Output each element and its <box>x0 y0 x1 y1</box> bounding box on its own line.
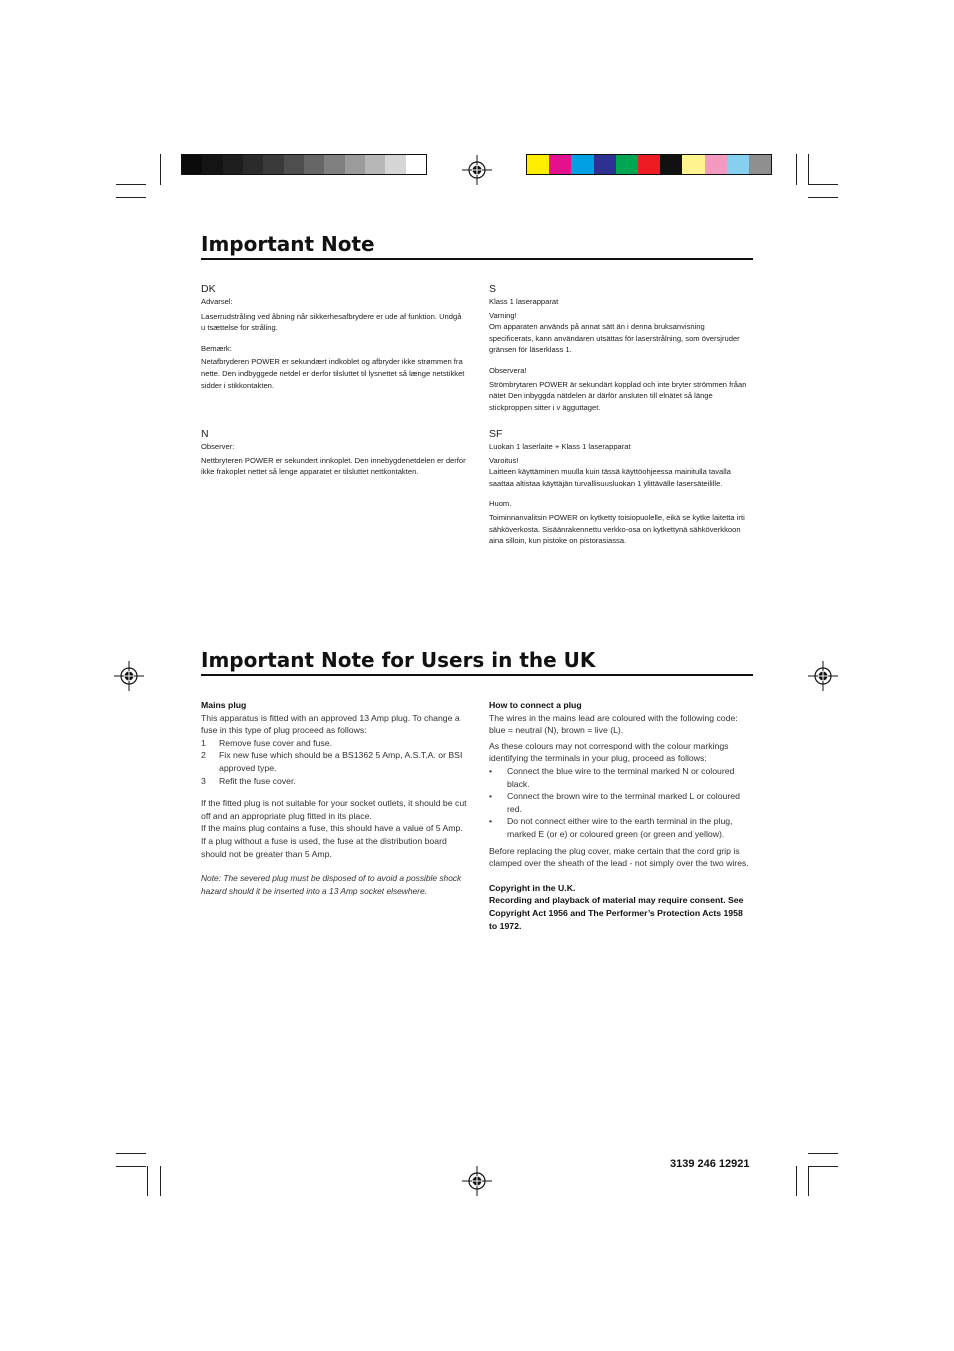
label: Advarsel: <box>201 297 233 306</box>
gray-swatch <box>365 155 385 174</box>
color-swatch <box>571 155 593 174</box>
step-text: Fix new fuse which should be a BS1362 5 Amp, A.S.T.A. or BSI approved type. <box>219 750 463 773</box>
registration-mark-icon <box>808 661 838 691</box>
label: Huom. <box>489 499 512 509</box>
color-swatch <box>660 155 682 174</box>
gray-swatch <box>345 155 365 174</box>
mains-plug-column <box>201 699 467 897</box>
color-bar <box>526 154 772 175</box>
list-item <box>489 790 753 815</box>
label: Varning! <box>489 310 517 320</box>
registration-mark-icon <box>114 661 144 691</box>
wiring-list <box>489 765 753 841</box>
paragraph: Nettbryteren POWER er sekundert innkoplet. Den innebygdenetdelen er derfor ikke frakoplet nettet så lenge apparatet er tilsluttet nettkontakten. <box>201 455 466 477</box>
paragraph: Netafbryderen POWER er sekundært indkoblet og afbryder ikke strømmen fra nette. Den indbyggede netdel er derfor tilsluttet til lysnettet så længe netstikket sidder i stikkontakten. <box>201 357 465 390</box>
label: Klass 1 laserapparat <box>489 297 559 306</box>
note-sf <box>489 428 751 547</box>
crop-mark <box>116 1166 146 1167</box>
crop-mark <box>808 1166 809 1196</box>
gray-swatch <box>182 155 202 174</box>
copyright-text: Recording and playback of material may require consent. See Copyright Act 1956 and The Performer’s Protection Acts 1958 to 1972. <box>489 895 744 931</box>
connect-plug-column <box>489 699 753 932</box>
note-text: Note: The severed plug must be disposed of to avoid a possible shock hazard should it be inserted into a 13 Amp socket elsewhere. <box>201 873 462 896</box>
step-number: 1 <box>201 737 206 748</box>
section-title-uk-note: Important Note for Users in the UK <box>201 648 753 676</box>
crop-mark <box>116 1153 146 1154</box>
registration-mark-icon <box>462 1166 492 1196</box>
crop-mark <box>808 1166 838 1167</box>
paragraph: The wires in the mains lead are coloured with the following code: blue = neutral (N), brown = live (L). <box>489 712 738 736</box>
part-number: 3139 246 12921 <box>670 1158 750 1170</box>
label: Varoitus! <box>489 455 519 465</box>
paragraph: Laserrudstråling ved åbning når sikkerhesafbrydere er ude af funktion. Undgå u tsættelse for stråling. <box>201 311 462 333</box>
color-swatch <box>638 155 660 174</box>
paragraph: As these colours may not correspond with the colour markings identifying the terminals in your plug, proceed as follows: <box>489 740 729 764</box>
gray-swatch <box>223 155 243 174</box>
paragraph: If the fitted plug is not suitable for your socket outlets, it should be cut off and an appropriate plug fitted in its place. <box>201 798 467 821</box>
gray-swatch <box>243 155 263 174</box>
step-text: Remove fuse cover and fuse. <box>219 737 332 748</box>
paragraph: Om apparaten används på annat sätt än i denna bruksanvisning specificerats, kann användaren utsättas för laserstrålning, som översjruder gränsen för läserklass 1. <box>489 322 740 355</box>
mains-plug-heading: Mains plug <box>201 700 247 710</box>
paragraph: Laitteen käyttäminen muulla kuin tässä käyttöohjeessa mainitulla tavalla saattaa altistaa käyttäjän turvallisuusluokan 1 ylittävälle lasersäteilille. <box>489 467 731 488</box>
crop-mark <box>808 154 809 185</box>
label: Luokan 1 laserlaite + Klass 1 laserapparat <box>489 442 631 451</box>
gray-swatch <box>284 155 304 174</box>
crop-mark <box>808 184 838 185</box>
label: Observer: <box>201 442 235 451</box>
step-number: 3 <box>201 775 206 786</box>
color-swatch <box>727 155 749 174</box>
crop-mark <box>808 1153 838 1154</box>
crop-mark <box>116 197 146 198</box>
section-title-important-note: Important Note <box>201 232 753 260</box>
list-item <box>201 749 467 774</box>
language-code: N <box>201 428 209 440</box>
bullet: • <box>489 816 493 827</box>
bullet-text: Connect the blue wire to the terminal marked N or coloured black. <box>507 765 735 789</box>
label: Observera! <box>489 365 527 375</box>
paragraph: If the mains plug contains a fuse, this should have a value of 5 Amp. If a plug without a fuse is used, the fuse at the distribution board should not be greater than 5 Amp. <box>201 823 463 859</box>
step-text: Refit the fuse cover. <box>219 775 296 786</box>
crop-mark <box>796 1166 797 1196</box>
paragraph: Toiminnanvalitsin POWER on kytketty toisiopuolelle, eikä se kytke laitetta irti sähköverkosta. Sisäänrakennettu verkko-osa on kytkettynä sähköverkkoon aina silloin, kun pistoke on pistorasiassa. <box>489 512 745 546</box>
crop-mark <box>160 1166 161 1196</box>
list-item <box>201 737 467 750</box>
fuse-steps-list <box>201 737 467 787</box>
list-item <box>489 765 753 790</box>
language-code: SF <box>489 428 503 440</box>
gray-swatch <box>385 155 405 174</box>
color-swatch <box>705 155 727 174</box>
grayscale-bar <box>181 154 427 175</box>
note-dk <box>201 283 466 391</box>
language-code: S <box>489 283 497 295</box>
crop-mark <box>796 154 797 185</box>
crop-mark <box>808 197 838 198</box>
list-item <box>201 775 467 788</box>
bullet-text: Do not connect either wire to the earth terminal in the plug, marked E (or e) or coloured green (or green and yellow). <box>507 816 733 839</box>
crop-mark <box>116 184 146 185</box>
color-swatch <box>616 155 638 174</box>
note-n <box>201 428 466 478</box>
paragraph: This apparatus is fitted with an approved 13 Amp plug. To change a fuse in this type of plug proceed as follows: <box>201 712 460 736</box>
paragraph: Before replacing the plug cover, make certain that the cord grip is clamped over the sheath of the lead - not simply over the two wires. <box>489 845 749 869</box>
gray-swatch <box>263 155 283 174</box>
color-swatch <box>682 155 704 174</box>
bullet: • <box>489 791 493 802</box>
gray-swatch <box>304 155 324 174</box>
registration-mark-icon <box>462 155 492 185</box>
language-code: DK <box>201 283 216 295</box>
crop-mark <box>160 154 161 185</box>
color-swatch <box>527 155 549 174</box>
color-swatch <box>594 155 616 174</box>
note-s <box>489 283 751 413</box>
bullet-text: Connect the brown wire to the terminal marked L or coloured red. <box>507 791 740 814</box>
paragraph: Strömbrytaren POWER är sekundärt kopplad och inte bryter strömmen fråan nätet Den inbyggda nätdelen är därför ansluten till elnätet så länge stickproppen sitter i v ägguttaget. <box>489 379 747 412</box>
crop-mark <box>147 1166 148 1196</box>
connect-plug-heading: How to connect a plug <box>489 700 582 710</box>
color-swatch <box>749 155 771 174</box>
gray-swatch <box>406 155 426 174</box>
gray-swatch <box>202 155 222 174</box>
color-swatch <box>549 155 571 174</box>
bullet: • <box>489 765 493 776</box>
list-item <box>489 815 753 840</box>
copyright-heading: Copyright in the U.K. <box>489 882 576 893</box>
gray-swatch <box>324 155 344 174</box>
label: Bemærk: <box>201 343 232 353</box>
step-number: 2 <box>201 750 206 761</box>
